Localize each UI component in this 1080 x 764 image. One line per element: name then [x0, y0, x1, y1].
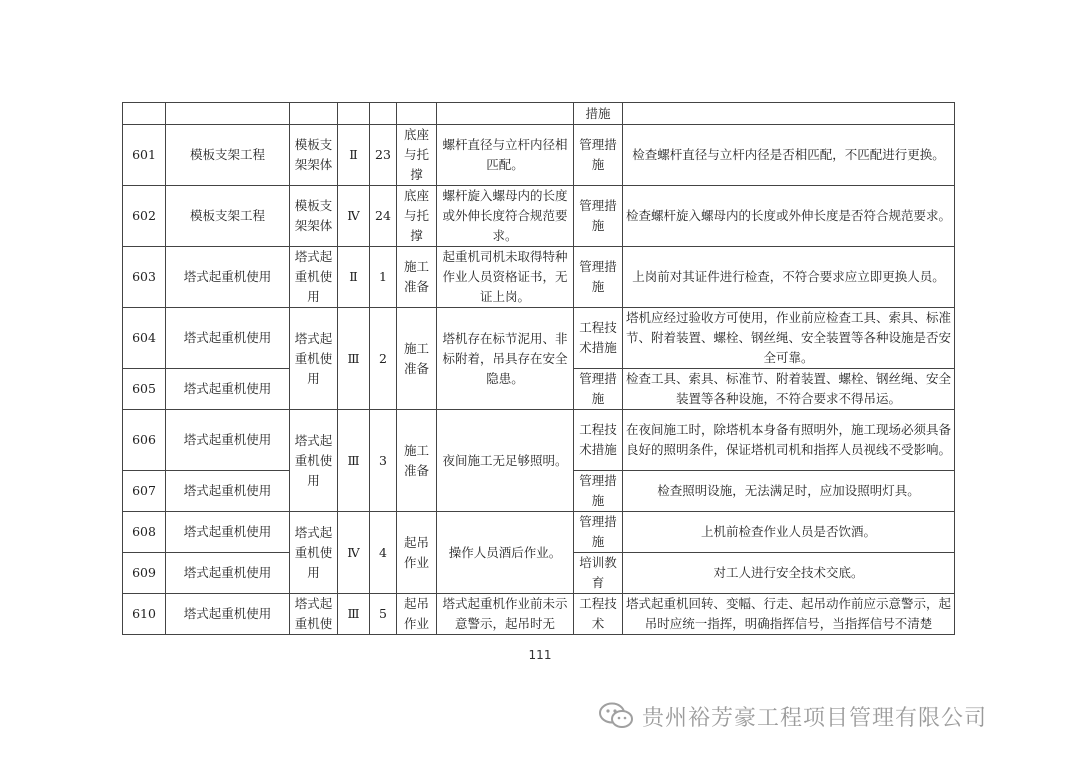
cell-measure-type: 管理措施 — [574, 125, 623, 186]
cell-hazard: 塔式起重机作业前未示意警示，起吊时无 — [437, 594, 574, 635]
cell-level: Ⅱ — [338, 125, 370, 186]
cell-seq: 2 — [370, 308, 397, 410]
cell-project: 塔式起重机使用 — [166, 553, 290, 594]
cell-seq — [370, 103, 397, 125]
cell-measure: 检查螺杆直径与立杆内径是否相匹配，不匹配进行更换。 — [623, 125, 955, 186]
cell-project: 塔式起重机使用 — [166, 471, 290, 512]
cell-measure: 对工人进行安全技术交底。 — [623, 553, 955, 594]
cell-measure-type: 管理措施 — [574, 471, 623, 512]
cell-measure: 在夜间施工时，除塔机本身备有照明外，施工现场必须具备良好的照明条件，保证塔机司机和指挥人员视线不受影响。 — [623, 410, 955, 471]
cell-measure — [623, 103, 955, 125]
cell-project: 模板支架工程 — [166, 186, 290, 247]
cell-measure-type: 工程技术措施 — [574, 410, 623, 471]
table-row — [123, 186, 955, 247]
table-row — [123, 125, 955, 186]
table-row — [123, 594, 955, 635]
cell-level: Ⅱ — [338, 247, 370, 308]
cell-measure-type: 培训教育 — [574, 553, 623, 594]
cell-category: 底座与托撑 — [397, 125, 437, 186]
cell-measure: 检查照明设施，无法满足时，应加设照明灯具。 — [623, 471, 955, 512]
cell-category: 施工准备 — [397, 308, 437, 410]
cell-level — [338, 103, 370, 125]
cell-project — [166, 103, 290, 125]
table-row — [123, 512, 955, 553]
cell-no: 609 — [123, 553, 166, 594]
cell-no: 604 — [123, 308, 166, 369]
cell-measure-type: 工程技术措施 — [574, 308, 623, 369]
cell-measure-type: 工程技术 — [574, 594, 623, 635]
cell-project: 塔式起重机使用 — [166, 410, 290, 471]
cell-project: 塔式起重机使用 — [166, 247, 290, 308]
cell-project: 模板支架工程 — [166, 125, 290, 186]
cell-part: 塔式起重机使 — [290, 594, 338, 635]
cell-part: 塔式起重机使用 — [290, 247, 338, 308]
cell-level: Ⅳ — [338, 186, 370, 247]
cell-seq: 5 — [370, 594, 397, 635]
cell-measure-type: 管理措施 — [574, 512, 623, 553]
cell-measure: 上岗前对其证件进行检查，不符合要求应立即更换人员。 — [623, 247, 955, 308]
cell-level: Ⅲ — [338, 594, 370, 635]
cell-part: 塔式起重机使用 — [290, 308, 338, 410]
cell-no: 610 — [123, 594, 166, 635]
table-row — [123, 308, 955, 369]
cell-level: Ⅳ — [338, 512, 370, 594]
cell-measure: 塔机应经过验收方可使用，作业前应检查工具、索具、标准节、附着装置、螺栓、钢丝绳、安全装置等各种设施是否安全可靠。 — [623, 308, 955, 369]
table-row — [123, 103, 955, 125]
cell-seq: 1 — [370, 247, 397, 308]
cell-hazard: 起重机司机未取得特种作业人员资格证书，无证上岗。 — [437, 247, 574, 308]
cell-project: 塔式起重机使用 — [166, 594, 290, 635]
cell-hazard: 塔机存在标节泥用、非标附着，吊具存在安全隐患。 — [437, 308, 574, 410]
cell-hazard: 操作人员酒后作业。 — [437, 512, 574, 594]
table-row — [123, 247, 955, 308]
cell-measure-type: 管理措施 — [574, 186, 623, 247]
page-number: 111 — [528, 648, 552, 662]
hazard-table — [122, 102, 955, 635]
cell-project: 塔式起重机使用 — [166, 369, 290, 410]
cell-hazard: 螺杆直径与立杆内径相匹配。 — [437, 125, 574, 186]
cell-no: 606 — [123, 410, 166, 471]
watermark-text: 贵州裕芳豪工程项目管理有限公司 — [642, 705, 988, 731]
cell-category: 底座与托撑 — [397, 186, 437, 247]
cell-category: 施工准备 — [397, 410, 437, 512]
cell-no: 601 — [123, 125, 166, 186]
cell-seq: 24 — [370, 186, 397, 247]
cell-measure-type: 管理措施 — [574, 369, 623, 410]
table-row — [123, 410, 955, 471]
cell-no: 607 — [123, 471, 166, 512]
cell-part: 塔式起重机使用 — [290, 410, 338, 512]
cell-no: 602 — [123, 186, 166, 247]
cell-measure: 检查工具、索具、标准节、附着装置、螺栓、钢丝绳、安全装置等各种设施，不符合要求不得吊运。 — [623, 369, 955, 410]
cell-project: 塔式起重机使用 — [166, 308, 290, 369]
cell-part — [290, 103, 338, 125]
cell-level: Ⅲ — [338, 410, 370, 512]
cell-measure: 上机前检查作业人员是否饮酒。 — [623, 512, 955, 553]
cell-category: 起吊作业 — [397, 594, 437, 635]
cell-part: 塔式起重机使用 — [290, 512, 338, 594]
cell-category — [397, 103, 437, 125]
cell-measure-type: 措施 — [574, 103, 623, 125]
cell-no — [123, 103, 166, 125]
cell-category: 起吊作业 — [397, 512, 437, 594]
cell-project: 塔式起重机使用 — [166, 512, 290, 553]
cell-measure: 塔式起重机回转、变幅、行走、起吊动作前应示意警示，起吊时应统一指挥，明确指挥信号，当指挥信号不清楚 — [623, 594, 955, 635]
cell-hazard: 螺杆旋入螺母内的长度或外伸长度符合规范要求。 — [437, 186, 574, 247]
cell-no: 603 — [123, 247, 166, 308]
cell-part: 模板支架架体 — [290, 186, 338, 247]
cell-hazard — [437, 103, 574, 125]
cell-seq: 23 — [370, 125, 397, 186]
cell-measure-type: 管理措施 — [574, 247, 623, 308]
cell-hazard: 夜间施工无足够照明。 — [437, 410, 574, 512]
cell-measure: 检查螺杆旋入螺母内的长度或外伸长度是否符合规范要求。 — [623, 186, 955, 247]
cell-no: 605 — [123, 369, 166, 410]
cell-part: 模板支架架体 — [290, 125, 338, 186]
cell-category: 施工准备 — [397, 247, 437, 308]
cell-seq: 3 — [370, 410, 397, 512]
watermark — [598, 696, 987, 736]
cell-no: 608 — [123, 512, 166, 553]
cell-seq: 4 — [370, 512, 397, 594]
cell-level: Ⅲ — [338, 308, 370, 410]
wechat-icon — [598, 701, 634, 731]
